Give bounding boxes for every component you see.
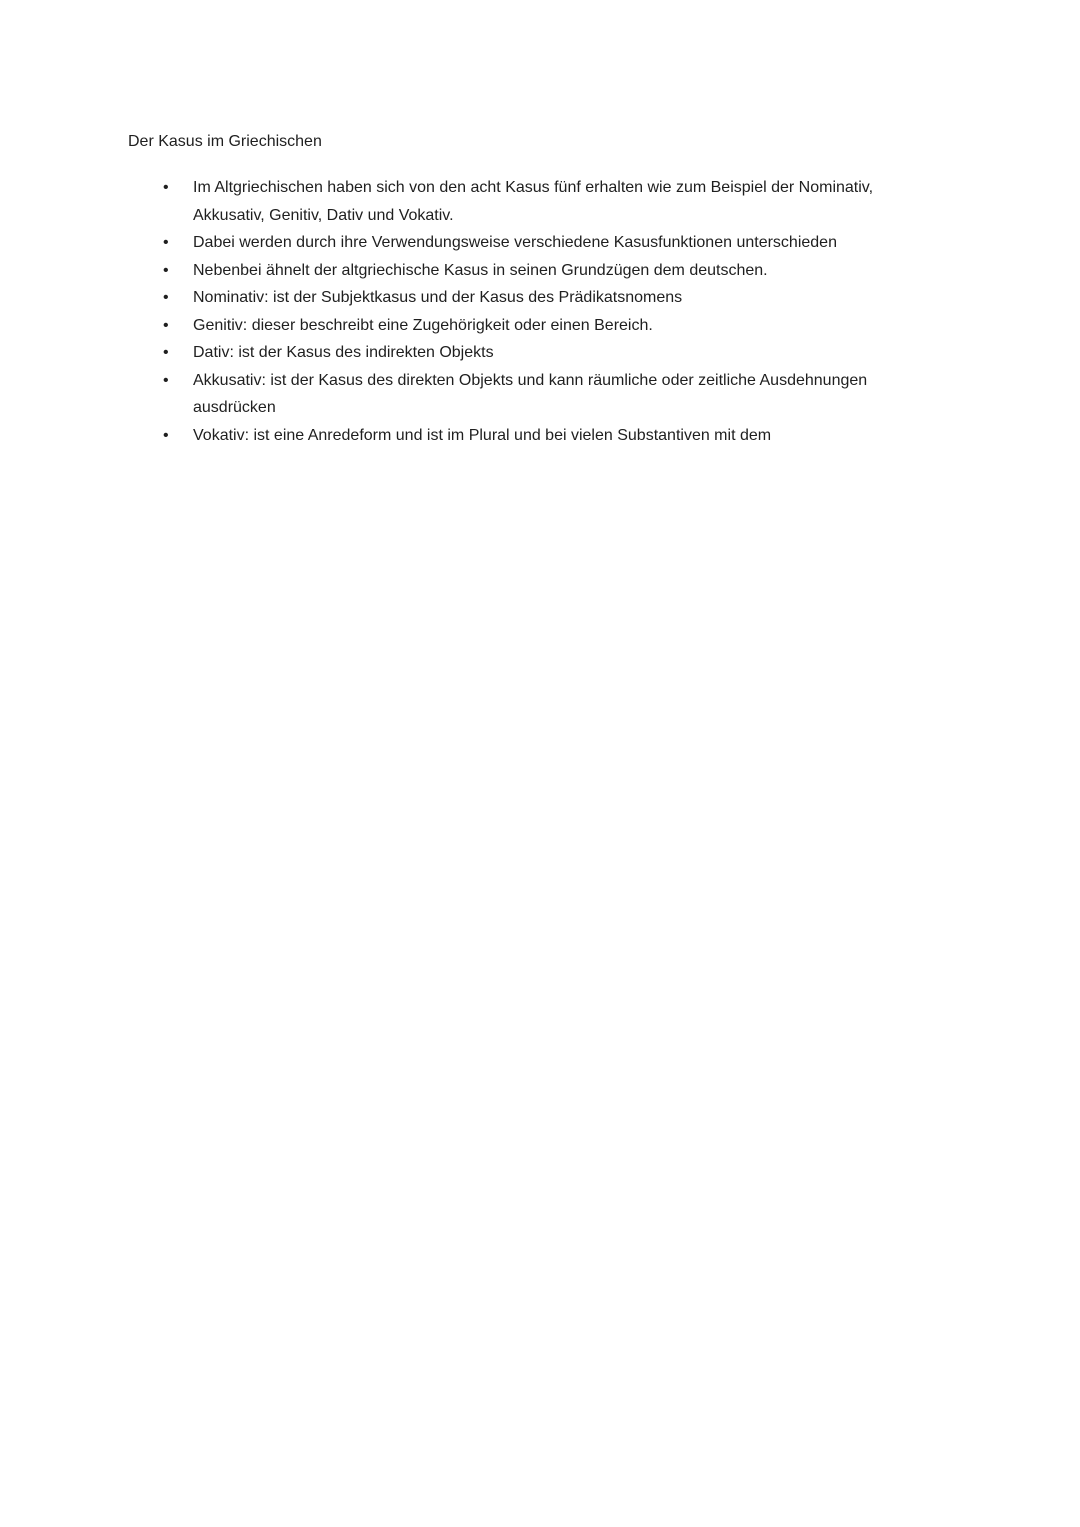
bullet-item: • Dativ: ist der Kasus des indirekten Objekts [163, 339, 932, 367]
bullet-item: • Genitiv: dieser beschreibt eine Zugehörigkeit oder einen Bereich. [163, 312, 932, 340]
bullet-list [128, 174, 932, 449]
bullet-item: • Akkusativ: ist der Kasus des direkten Objekts und kann räumliche oder zeitliche Ausdehnungen ausdrücken [163, 367, 932, 422]
bullet-item: • Im Altgriechischen haben sich von den acht Kasus fünf erhalten wie zum Beispiel der Nominativ, Akkusativ, Genitiv, Dativ und Vokativ. [163, 174, 932, 229]
document-title: Der Kasus im Griechischen [128, 133, 322, 150]
bullet-item: • Nebenbei ähnelt der altgriechische Kasus in seinen Grundzügen dem deutschen. [163, 257, 932, 285]
bullet-item: • Vokativ: ist eine Anredeform und ist im Plural und bei vielen Substantiven mit dem [163, 422, 932, 450]
bullet-item: • Nominativ: ist der Subjektkasus und der Kasus des Prädikatsnomens [163, 284, 932, 312]
bullet-item: • Dabei werden durch ihre Verwendungsweise verschiedene Kasusfunktionen unterschieden [163, 229, 932, 257]
